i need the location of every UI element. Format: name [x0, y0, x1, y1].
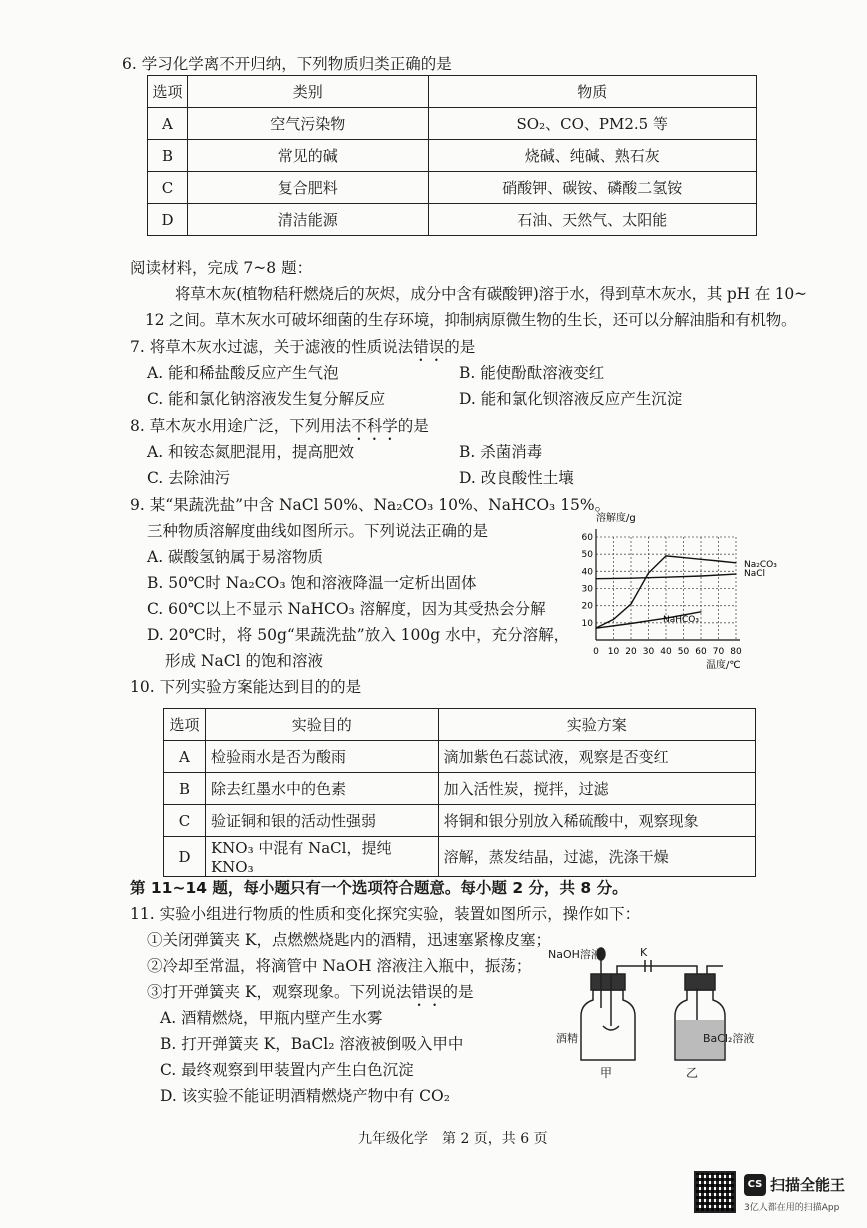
- q6-cell: 空气污染物: [187, 108, 428, 140]
- q10-header-plan: 实验方案: [438, 709, 755, 741]
- q10-cell: B: [164, 773, 206, 805]
- data-point: [718, 560, 719, 561]
- table-row: [148, 108, 757, 140]
- x-tick-label: 70: [712, 647, 725, 657]
- q11-option-b: B. 打开弹簧夹 K，BaCl₂ 溶液被倒吸入甲中: [160, 1035, 464, 1053]
- watermark-brand: 扫描全能王: [770, 1176, 846, 1194]
- data-point: [700, 575, 701, 576]
- q6-stem: 6. 学习化学离不开归纳，下列物质归类正确的是: [122, 55, 452, 73]
- data-point: [630, 603, 631, 604]
- data-point: [613, 619, 614, 620]
- q10-cell: 除去红墨水中的色素: [205, 773, 438, 805]
- q11-step2: ②冷却至常温，将滴管中 NaOH 溶液注入瓶中，振荡；: [147, 957, 532, 975]
- q6-cell: SO₂、CO、PM2.5 等: [428, 108, 756, 140]
- y-axis-label: 溶解度/g: [596, 513, 636, 524]
- y-tick-label: 50: [581, 550, 593, 561]
- q10-cell: C: [164, 805, 206, 837]
- q9-option-d-cont: 形成 NaCl 的饱和溶液: [165, 652, 323, 670]
- q9-option-c: C. 60℃以上不显示 NaHCO₃ 溶解度，因为其受热会分解: [147, 600, 546, 618]
- table-row: [164, 837, 756, 877]
- label-yi: 乙: [686, 1066, 699, 1080]
- q9-option-d: D. 20℃时，将 50g“果蔬洗盐”放入 100g 水中，充分溶解，: [147, 626, 570, 644]
- page-footer: 九年级化学 第 2 页，共 6 页: [358, 1131, 548, 1147]
- q8-stem-post: 的是: [397, 417, 429, 435]
- q6-cell: 常见的碱: [187, 140, 428, 172]
- q7-option-a: A. 能和稀盐酸反应产生气泡: [147, 364, 339, 382]
- q8-option-a: A. 和铵态氮肥混用，提高肥效: [147, 443, 355, 461]
- data-point: [595, 628, 596, 629]
- q11-option-c: C. 最终观察到甲装置内产生白色沉淀: [160, 1061, 414, 1079]
- q8-option-b: B. 杀菌消毒: [459, 443, 543, 461]
- data-point: [648, 572, 649, 573]
- x-tick-label: 30: [642, 647, 655, 657]
- q7-stem-post: 的是: [444, 338, 476, 356]
- x-tick-label: 40: [660, 647, 672, 657]
- x-axis-label: 温度/℃: [706, 660, 741, 670]
- q6-table: [147, 75, 757, 236]
- solubility-chart: [580, 505, 805, 670]
- q10-cell: 加入活性炭，搅拌，过滤: [438, 773, 755, 805]
- q6-cell: 清洁能源: [187, 204, 428, 236]
- q8-option-c: C. 去除油污: [147, 469, 231, 487]
- data-point: [700, 611, 701, 612]
- label-alcohol: 酒精: [556, 1032, 578, 1045]
- reading-line1: 将草木灰(植物秸秆燃烧后的灰烬，成分中含有碳酸钾)溶于水，得到草木灰水，其 pH 在 10~: [175, 285, 807, 303]
- q11-step1: ①关闭弹簧夹 K，点燃燃烧匙内的酒精，迅速塞紧橡皮塞；: [147, 931, 552, 949]
- table-row: [164, 773, 756, 805]
- y-tick-label: 20: [581, 601, 593, 612]
- q6-cell: A: [148, 108, 188, 140]
- y-tick-label: 40: [581, 567, 593, 578]
- q6-header-category: 类别: [187, 76, 428, 108]
- q6-cell: B: [148, 140, 188, 172]
- q7-stem-pre: 7. 将草木灰水过滤，关于滤液的性质说法: [130, 338, 414, 356]
- section-heading: 第 11~14 题，每小题只有一个选项符合题意。每小题 2 分，共 8 分。: [130, 879, 628, 897]
- q9-option-a: A. 碳酸氢钠属于易溶物质: [147, 548, 324, 566]
- reading-intro: 阅读材料，完成 7~8 题：: [130, 259, 313, 277]
- q10-cell: 将铜和银分别放入稀硫酸中，观察现象: [438, 805, 755, 837]
- q8-stem-emphasis: 不科学: [351, 417, 398, 435]
- q7-option-d: D. 能和氯化钡溶液反应产生沉淀: [459, 390, 683, 408]
- q9-stem2: 三种物质溶解度曲线如图所示。下列说法正确的是: [147, 522, 489, 540]
- data-point: [630, 578, 631, 579]
- q11-option-d: D. 该实验不能证明酒精燃烧产物中有 CO₂: [160, 1087, 450, 1105]
- q11-stem: 11. 实验小组进行物质的性质和变化探究实验，装置如图所示，操作如下：: [130, 905, 641, 923]
- data-point: [665, 555, 666, 556]
- q10-cell: KNO₃ 中混有 NaCl，提纯 KNO₃: [205, 837, 438, 877]
- label-bacl2: BaCl₂溶液: [703, 1032, 755, 1045]
- q7-option-c: C. 能和氯化钠溶液发生复分解反应: [147, 390, 386, 408]
- q6-cell: 烧碱、纯碱、熟石灰: [428, 140, 756, 172]
- q8-option-d: D. 改良酸性土壤: [459, 469, 574, 487]
- q10-cell: 溶解，蒸发结晶，过滤，洗涤干燥: [438, 837, 755, 877]
- watermark-sub: 3亿人都在用的扫描App: [744, 1203, 840, 1213]
- q6-cell: 复合肥料: [187, 172, 428, 204]
- q6-cell: 硝酸钾、碳铵、磷酸二氢铵: [428, 172, 756, 204]
- q9-option-b: B. 50℃时 Na₂CO₃ 饱和溶液降温一定析出固体: [147, 574, 477, 592]
- data-point: [630, 623, 631, 624]
- table-row: [164, 741, 756, 773]
- q6-header-substance: 物质: [428, 76, 756, 108]
- q10-stem: 10. 下列实验方案能达到目的的是: [130, 678, 362, 696]
- q7-option-b: B. 能使酚酞溶液变红: [459, 364, 605, 382]
- label-naoh: NaOH溶液: [548, 948, 602, 961]
- q10-header-option: 选项: [164, 709, 206, 741]
- data-point: [665, 577, 666, 578]
- q10-cell: 检验雨水是否为酸雨: [205, 741, 438, 773]
- q9-stem: 9. 某“果蔬洗盐”中含 NaCl 50%、Na₂CO₃ 10%、NaHCO₃ 15%。: [130, 496, 611, 514]
- q6-cell: D: [148, 204, 188, 236]
- camscanner-logo-icon: CS: [744, 1174, 766, 1196]
- q11-option-a: A. 酒精燃烧，甲瓶内壁产生水雾: [160, 1009, 383, 1027]
- x-tick-label: 80: [730, 647, 742, 657]
- y-tick-label: 30: [581, 584, 593, 595]
- q6-header-option: 选项: [148, 76, 188, 108]
- label-jia: 甲: [600, 1066, 613, 1080]
- y-tick-label: 60: [581, 533, 593, 543]
- table-row: [164, 805, 756, 837]
- x-tick-label: 60: [695, 647, 707, 657]
- x-tick-label: 0: [593, 647, 599, 657]
- x-tick-label: 10: [607, 647, 620, 657]
- q6-cell: 石油、天然气、太阳能: [428, 204, 756, 236]
- q10-table: [163, 708, 756, 877]
- data-point: [735, 573, 736, 574]
- q11-step3-emphasis: 错误: [411, 983, 443, 1001]
- q10-cell: 滴加紫色石蕊试液，观察是否变红: [438, 741, 755, 773]
- q10-header-purpose: 实验目的: [205, 709, 438, 741]
- series-label: NaCl: [744, 569, 766, 580]
- x-tick-label: 50: [677, 647, 690, 657]
- q10-cell: 验证铜和银的活动性强弱: [205, 805, 438, 837]
- data-point: [595, 578, 596, 579]
- q7-stem-emphasis: 错误: [413, 338, 445, 356]
- qr-code-icon: [694, 1171, 736, 1213]
- q10-cell: A: [164, 741, 206, 773]
- q11-step3-post: 的是: [442, 983, 474, 1001]
- data-point: [683, 557, 684, 558]
- x-tick-label: 20: [625, 647, 637, 657]
- series-label: Na₂CO₃: [744, 559, 777, 570]
- table-row: [148, 172, 757, 204]
- table-row: [148, 140, 757, 172]
- q8-stem-pre: 8. 草木灰水用途广泛，下列用法: [130, 417, 352, 435]
- q10-cell: D: [164, 837, 206, 877]
- series-label: NaHCO₃: [663, 614, 699, 625]
- data-point: [735, 562, 736, 563]
- reading-line2: 12 之间。草木灰水可破坏细菌的生存环境，抑制病原微生物的生长，还可以分解油脂和有机物。: [145, 311, 797, 329]
- data-point: [700, 559, 701, 560]
- q11-step3-pre: ③打开弹簧夹 K，观察现象。下列说法: [147, 983, 412, 1001]
- table-row: [148, 204, 757, 236]
- label-k: K: [640, 946, 648, 959]
- y-tick-label: 10: [581, 618, 593, 629]
- q6-cell: C: [148, 172, 188, 204]
